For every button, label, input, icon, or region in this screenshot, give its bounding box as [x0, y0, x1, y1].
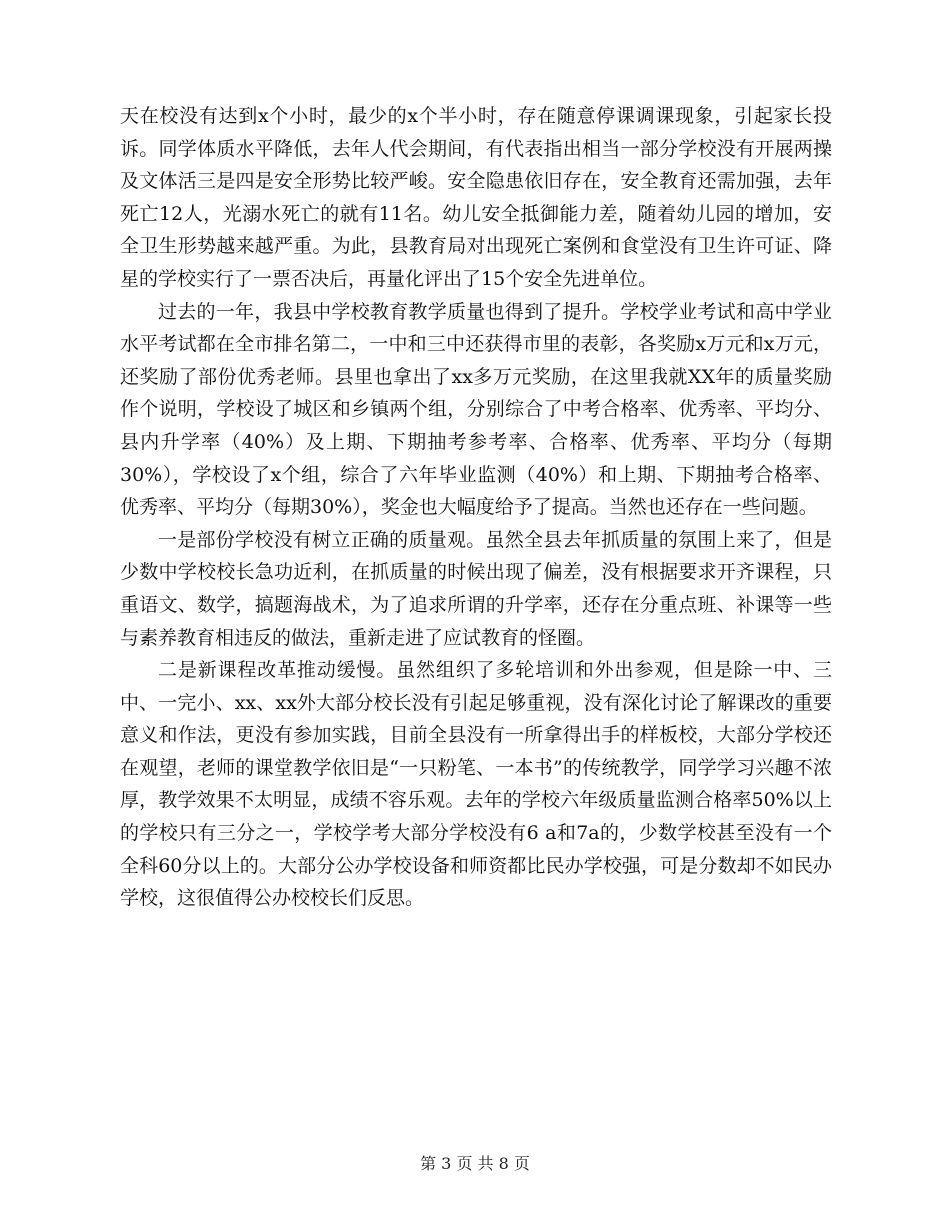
- paragraph-3: 一是部份学校没有树立正确的质量观。虽然全县去年抓质量的氛围上来了，但是少数中学校校长急功近利，在抓质量的时候出现了偏差，没有根据要求开齐课程，只重语文、数学，搞题海战术，为了追求所谓的升学率，还存在分重点班、补课等一些与素养教育相违反的做法，重新走进了应试教育的怪圈。: [120, 528, 832, 649]
- page-footer: 第 3 页 共 8 页: [420, 1154, 530, 1173]
- body-text: [120, 100, 832, 915]
- paragraph-1: 天在校没有达到x个小时，最少的x个半小时，存在随意停课调课现象，引起家长投诉。同学体质水平降低，去年人代会期间，有代表指出相当一部分学校没有开展两操及文体活三是四是安全形势比较严峻。安全隐患依旧存在，安全教育还需加强，去年死亡12人，光溺水死亡的就有11名。幼儿安全抵御能力差，随着幼儿园的增加，安全卫生形势越来越严重。为此，县教育局对出现死亡案例和食堂没有卫生许可证、降星的学校实行了一票否决后，再量化评出了15个安全先进单位。: [120, 105, 832, 290]
- paragraph-4: 二是新课程改革推动缓慢。虽然组织了多轮培训和外出参观，但是除一中、三中、一完小、xx、xx外大部分校长没有引起足够重视，没有深化讨论了解课改的重要意义和作法，更没有参加实践，目前全县没有一所拿得出手的样板校，大部分学校还在观望，老师的课堂教学依旧是“一只粉笔、一本书”的传统教学，同学学习兴趣不浓厚，教学效果不太明显，成绩不容乐观。去年的学校六年级质量监测合格率50%以上的学校只有三分之一，学校学考大部分学校没有6 a和7a的，少数学校甚至没有一个全科60分以上的。大部分公办学校设备和师资都比民办学校强，可是分数却不如民办学校，这很值得公办校校长们反思。: [120, 659, 832, 910]
- paragraph-2: 过去的一年，我县中学校教育教学质量也得到了提升。学校学业考试和高中学业水平考试都在全市排名第二，一中和三中还获得市里的表彰，各奖励x万元和x万元，还奖励了部份优秀老师。县里也拿出了xx多万元奖励，在这里我就XX年的质量奖励作个说明，学校设了城区和乡镇两个组，分别综合了中考合格率、优秀率、平均分、县内升学率（40%）及上期、下期抽考参考率、合格率、优秀率、平均分（每期30%），学校设了x个组，综合了六年毕业监测（40%）和上期、下期抽考合格率、优秀率、平均分（每期30%），奖金也大幅度给予了提高。当然也还存在一些问题。: [120, 300, 832, 519]
